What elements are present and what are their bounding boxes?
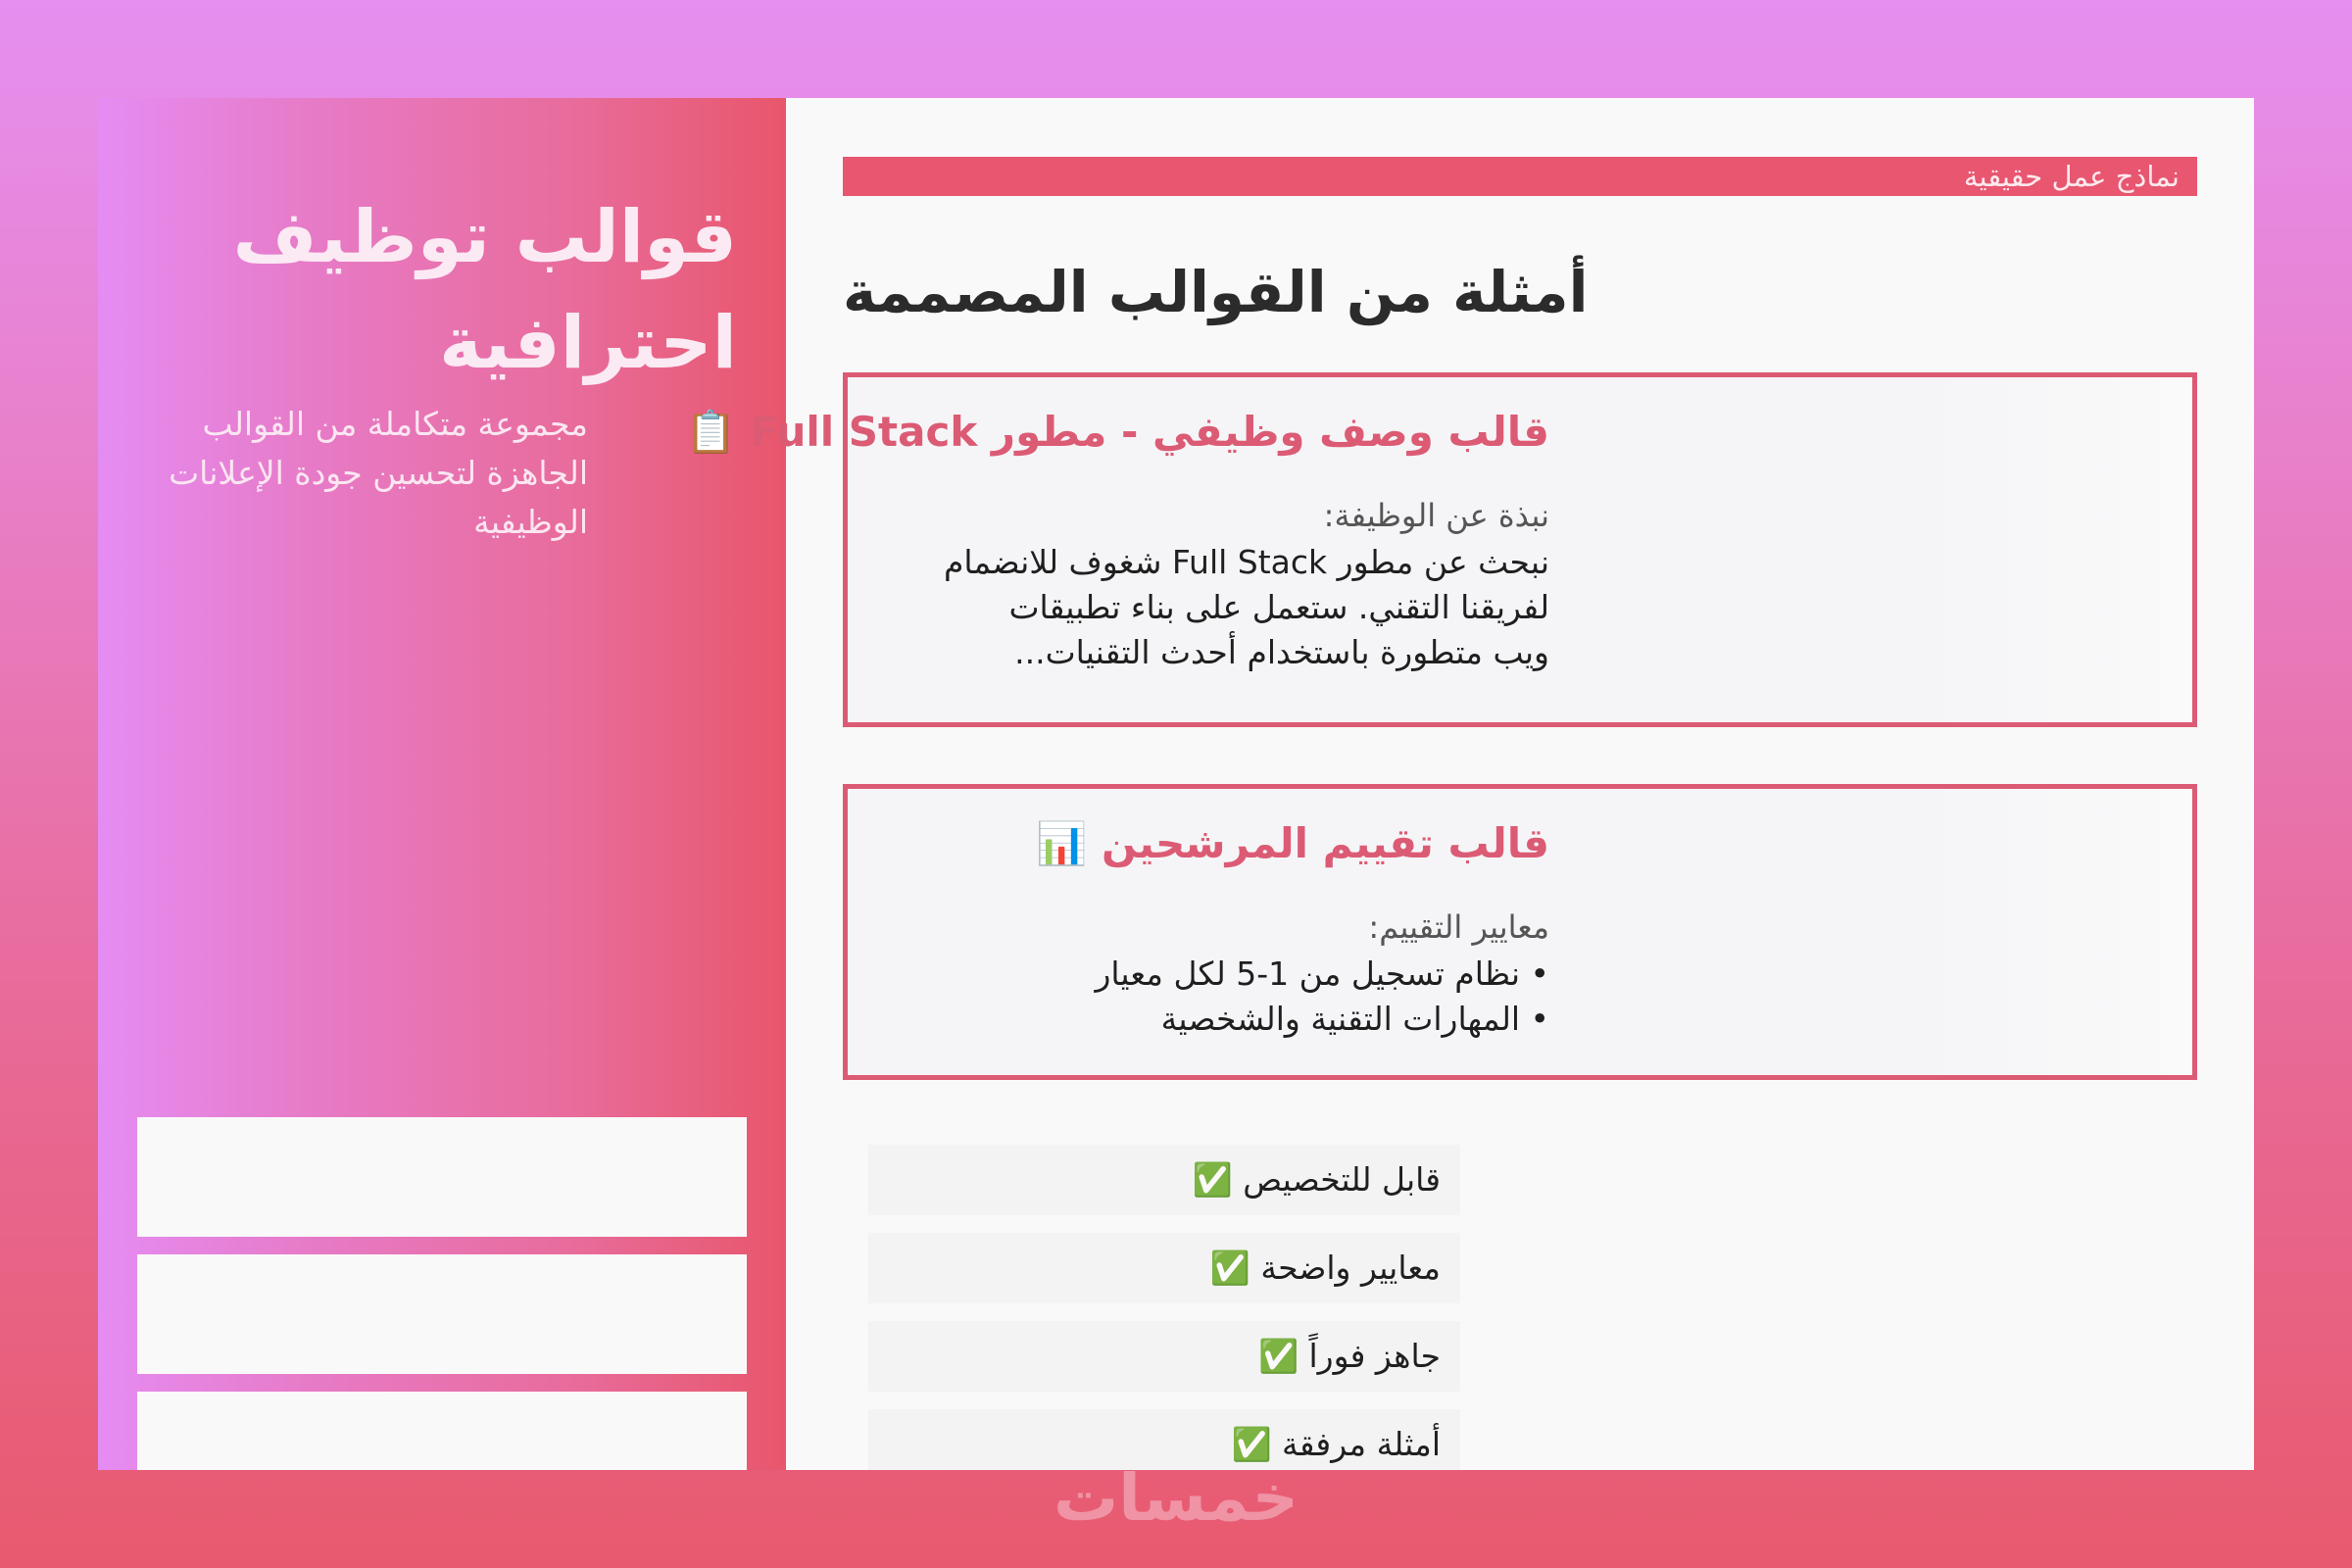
card-body: [883, 952, 1549, 1042]
slide-frame: [98, 98, 2254, 1470]
template-card-job-description: [684, 372, 2197, 727]
card-label: معايير التقييم:: [1368, 908, 1549, 946]
sidebar-title: قوالب توظيف احترافية: [232, 195, 737, 385]
main-panel: [684, 98, 2254, 1470]
card-line: • المهارات التقنية والشخصية: [1160, 1000, 1549, 1038]
sidebar-card: [137, 1392, 747, 1470]
feature-item-customizable: قابل للتخصيص ✅: [868, 1145, 1460, 1215]
sidebar-subtitle: مجموعة متكاملة من القوالب الجاهزة لتحسين جودة الإعلانات الوظيفية: [169, 405, 588, 541]
card-line: ويب متطورة باستخدام أحدث التقنيات...: [1014, 633, 1549, 671]
watermark-logo: خمسات: [1053, 1460, 1299, 1536]
card-body: [883, 540, 1549, 675]
card-title: قالب تقييم المرشحين 📊: [1036, 819, 1549, 867]
feature-item-clear-criteria: معايير واضحة ✅: [868, 1233, 1460, 1303]
feature-item-examples: أمثلة مرفقة ✅: [868, 1409, 1460, 1470]
card-line: نبحث عن مطور Full Stack شغوف للانضمام: [943, 543, 1549, 581]
sidebar-card: [137, 1117, 747, 1237]
sidebar: [98, 98, 786, 1470]
section-title: أمثلة من القوالب المصممة: [843, 259, 1589, 325]
card-line: • نظام تسجيل من 1-5 لكل معيار: [1095, 955, 1549, 993]
card-title: قالب وصف وظيفي - مطور Full Stack 📋: [684, 408, 1549, 456]
feature-item-ready: جاهز فوراً ✅: [868, 1321, 1460, 1392]
feature-list: [868, 1145, 1460, 1470]
template-card-candidate-evaluation: [843, 784, 2197, 1080]
tag-bar: نماذج عمل حقيقية: [843, 157, 2197, 196]
card-line: لفريقنا التقني. ستعمل على بناء تطبيقات: [1008, 588, 1549, 626]
sidebar-card: [137, 1254, 747, 1374]
card-label: نبذة عن الوظيفة:: [1323, 497, 1549, 534]
